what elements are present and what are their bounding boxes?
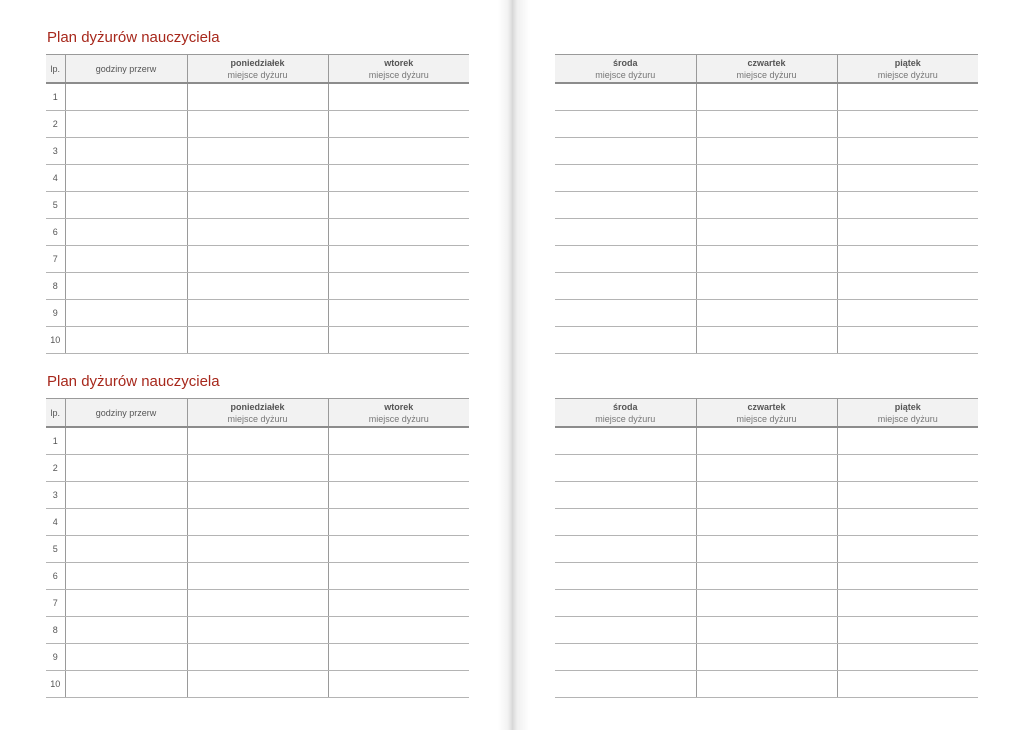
header-hours: godziny przerw [65,55,187,84]
entry-cell[interactable] [696,165,837,192]
day-label: wtorek [384,57,414,68]
table-row [46,327,469,354]
row-number: 6 [46,219,65,246]
row-number: 2 [46,111,65,138]
header-wednesday [555,55,696,84]
entry-cell[interactable] [65,536,187,563]
duty-table-right [555,398,978,698]
entry-cell[interactable] [837,138,978,165]
entry-cell[interactable] [328,219,469,246]
table-row [46,455,469,482]
entry-cell[interactable] [555,509,696,536]
entry-cell[interactable] [837,427,978,455]
entry-cell[interactable] [555,111,696,138]
page-gutter-shadow [498,0,512,730]
section-title: Plan dyżurów nauczyciela [47,29,220,46]
row-number: 3 [46,138,65,165]
duty-table-left [46,398,469,698]
place-label: miejsce dyżuru [595,413,656,424]
entry-cell[interactable] [555,644,696,671]
entry-cell[interactable] [328,509,469,536]
place-label: miejsce dyżuru [877,413,938,424]
entry-cell[interactable] [696,427,837,455]
entry-cell[interactable] [555,590,696,617]
entry-cell[interactable] [555,273,696,300]
entry-cell[interactable] [187,138,328,165]
entry-cell[interactable] [696,617,837,644]
header-monday [187,399,328,428]
header-tuesday [328,399,469,428]
entry-cell[interactable] [696,644,837,671]
entry-cell[interactable] [555,563,696,590]
entry-cell[interactable] [187,671,328,698]
table-row [46,671,469,698]
entry-cell[interactable] [187,590,328,617]
table-row [555,563,978,590]
row-number: 1 [46,83,65,111]
place-label: miejsce dyżuru [736,69,797,80]
header-monday [187,55,328,84]
entry-cell[interactable] [555,617,696,644]
entry-cell[interactable] [187,111,328,138]
entry-cell[interactable] [696,273,837,300]
entry-cell[interactable] [328,111,469,138]
entry-cell[interactable] [187,427,328,455]
table-row [555,427,978,455]
table-header-row [46,399,469,428]
entry-cell[interactable] [65,327,187,354]
entry-cell[interactable] [837,644,978,671]
entry-cell[interactable] [187,455,328,482]
entry-cell[interactable] [555,219,696,246]
entry-cell[interactable] [696,590,837,617]
entry-cell[interactable] [696,509,837,536]
table-row [46,644,469,671]
entry-cell[interactable] [696,482,837,509]
entry-cell[interactable] [555,165,696,192]
table-row [46,192,469,219]
entry-cell[interactable] [837,246,978,273]
row-number: 1 [46,427,65,455]
row-number: 5 [46,192,65,219]
entry-cell[interactable] [187,192,328,219]
entry-cell[interactable] [696,671,837,698]
entry-cell[interactable] [187,644,328,671]
day-label: czwartek [747,401,786,412]
day-label: środa [612,401,638,412]
entry-cell[interactable] [555,246,696,273]
entry-cell[interactable] [328,165,469,192]
table-body [46,427,469,698]
header-hours: godziny przerw [65,399,187,428]
header-thursday [696,55,837,84]
entry-cell[interactable] [328,671,469,698]
day-label: piątek [894,401,921,412]
entry-cell[interactable] [187,509,328,536]
entry-cell[interactable] [696,563,837,590]
place-label: miejsce dyżuru [368,69,429,80]
day-label: piątek [894,57,921,68]
entry-cell[interactable] [187,165,328,192]
entry-cell[interactable] [696,83,837,111]
row-number: 2 [46,455,65,482]
duty-table-right [555,54,978,354]
entry-cell[interactable] [328,273,469,300]
table-row [46,83,469,111]
entry-cell[interactable] [696,138,837,165]
row-number: 10 [46,671,65,698]
entry-cell[interactable] [65,482,187,509]
day-label: poniedziałek [230,401,285,412]
entry-cell[interactable] [65,165,187,192]
entry-cell[interactable] [696,300,837,327]
day-label: środa [612,57,638,68]
table-row [46,300,469,327]
table-row [555,138,978,165]
place-label: miejsce dyżuru [736,413,797,424]
entry-cell[interactable] [65,219,187,246]
entry-cell[interactable] [65,246,187,273]
header-friday [837,55,978,84]
row-number: 8 [46,273,65,300]
row-number: 9 [46,644,65,671]
entry-cell[interactable] [187,327,328,354]
entry-cell[interactable] [65,563,187,590]
entry-cell[interactable] [837,482,978,509]
entry-cell[interactable] [837,192,978,219]
entry-cell[interactable] [187,482,328,509]
entry-cell[interactable] [328,246,469,273]
entry-cell[interactable] [696,111,837,138]
table-row [555,165,978,192]
entry-cell[interactable] [837,327,978,354]
table-row [46,427,469,455]
entry-cell[interactable] [187,300,328,327]
entry-cell[interactable] [65,273,187,300]
entry-cell[interactable] [328,563,469,590]
table-row [46,138,469,165]
entry-cell[interactable] [837,455,978,482]
entry-cell[interactable] [837,509,978,536]
entry-cell[interactable] [837,165,978,192]
row-number: 10 [46,327,65,354]
entry-cell[interactable] [187,617,328,644]
entry-cell[interactable] [65,671,187,698]
entry-cell[interactable] [837,83,978,111]
table-row [555,644,978,671]
table-row [555,327,978,354]
day-label: czwartek [747,57,786,68]
table-body [46,83,469,354]
table-row [46,219,469,246]
entry-cell[interactable] [555,192,696,219]
entry-cell[interactable] [837,219,978,246]
entry-cell[interactable] [187,563,328,590]
entry-cell[interactable] [328,300,469,327]
entry-cell[interactable] [328,427,469,455]
entry-cell[interactable] [696,246,837,273]
table-row [555,509,978,536]
place-label: miejsce dyżuru [595,69,656,80]
entry-cell[interactable] [837,300,978,327]
entry-cell[interactable] [328,455,469,482]
row-number: 7 [46,590,65,617]
table-row [555,617,978,644]
table-header-row [46,55,469,84]
entry-cell[interactable] [696,219,837,246]
entry-cell[interactable] [555,536,696,563]
entry-cell[interactable] [555,138,696,165]
entry-cell[interactable] [328,192,469,219]
row-number: 4 [46,509,65,536]
table-row [555,192,978,219]
entry-cell[interactable] [65,300,187,327]
header-thursday [696,399,837,428]
entry-cell[interactable] [187,246,328,273]
row-number: 6 [46,563,65,590]
table-row [555,536,978,563]
header-tuesday [328,55,469,84]
right-page [512,0,1024,730]
entry-cell[interactable] [65,111,187,138]
header-friday [837,399,978,428]
entry-cell[interactable] [555,327,696,354]
entry-cell[interactable] [65,192,187,219]
entry-cell[interactable] [837,536,978,563]
table-row [555,246,978,273]
entry-cell[interactable] [837,617,978,644]
entry-cell[interactable] [65,644,187,671]
entry-cell[interactable] [187,273,328,300]
entry-cell[interactable] [187,219,328,246]
entry-cell[interactable] [65,617,187,644]
entry-cell[interactable] [837,563,978,590]
header-lp: lp. [46,55,65,84]
row-number: 9 [46,300,65,327]
entry-cell[interactable] [328,617,469,644]
table-row [46,509,469,536]
table-row [46,617,469,644]
row-number: 4 [46,165,65,192]
header-wednesday [555,399,696,428]
day-label: wtorek [384,401,414,412]
table-row [46,590,469,617]
row-number: 3 [46,482,65,509]
entry-cell[interactable] [837,671,978,698]
entry-cell[interactable] [65,590,187,617]
duty-table-left [46,54,469,354]
entry-cell[interactable] [328,83,469,111]
entry-cell[interactable] [555,427,696,455]
entry-cell[interactable] [837,111,978,138]
entry-cell[interactable] [187,83,328,111]
place-label: miejsce dyżuru [227,413,288,424]
entry-cell[interactable] [696,192,837,219]
table-row [46,273,469,300]
table-row [555,671,978,698]
row-number: 5 [46,536,65,563]
entry-cell[interactable] [65,83,187,111]
table-row [555,300,978,327]
entry-cell[interactable] [837,590,978,617]
table-header-row [555,399,978,428]
table-row [46,482,469,509]
table-row [555,482,978,509]
entry-cell[interactable] [555,455,696,482]
entry-cell[interactable] [328,482,469,509]
table-header-row [555,55,978,84]
table-row [555,590,978,617]
entry-cell[interactable] [328,590,469,617]
entry-cell[interactable] [555,83,696,111]
page-gutter-shadow [512,0,530,730]
entry-cell[interactable] [187,536,328,563]
table-body [555,427,978,698]
entry-cell[interactable] [328,138,469,165]
table-row [555,455,978,482]
place-label: miejsce dyżuru [368,413,429,424]
place-label: miejsce dyżuru [227,69,288,80]
entry-cell[interactable] [328,327,469,354]
entry-cell[interactable] [65,427,187,455]
entry-cell[interactable] [65,138,187,165]
entry-cell[interactable] [65,509,187,536]
table-row [46,563,469,590]
table-row [46,536,469,563]
table-row [46,246,469,273]
entry-cell[interactable] [65,455,187,482]
table-body [555,83,978,354]
entry-cell[interactable] [555,300,696,327]
entry-cell[interactable] [328,644,469,671]
entry-cell[interactable] [555,482,696,509]
table-row [555,219,978,246]
entry-cell[interactable] [696,536,837,563]
entry-cell[interactable] [837,273,978,300]
header-lp: lp. [46,399,65,428]
entry-cell[interactable] [328,536,469,563]
table-row [555,273,978,300]
section-title: Plan dyżurów nauczyciela [47,373,220,390]
table-row [555,111,978,138]
table-row [555,83,978,111]
table-row [46,111,469,138]
entry-cell[interactable] [696,327,837,354]
row-number: 8 [46,617,65,644]
row-number: 7 [46,246,65,273]
table-row [46,165,469,192]
entry-cell[interactable] [696,455,837,482]
entry-cell[interactable] [555,671,696,698]
day-label: poniedziałek [230,57,285,68]
place-label: miejsce dyżuru [877,69,938,80]
